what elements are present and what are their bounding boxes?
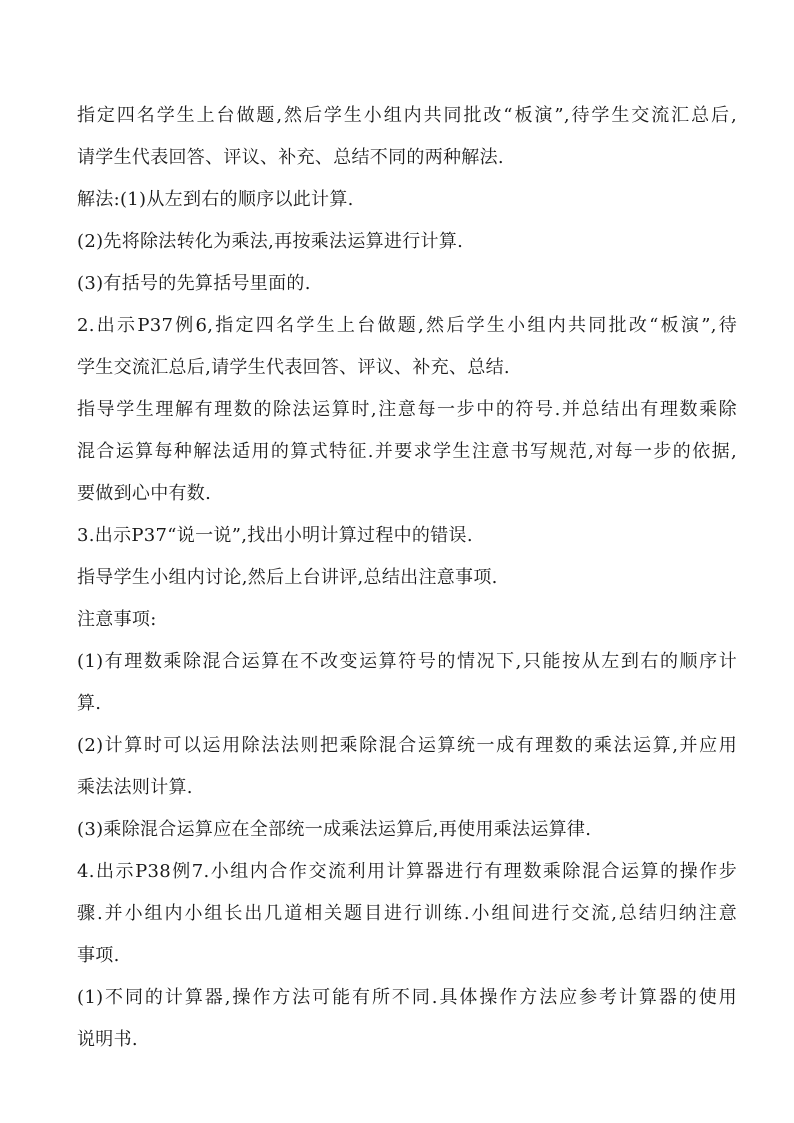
paragraph-line: 事项. [77, 945, 120, 966]
solution-heading-line: 解法:(1)从左到右的顺序以此计算. [77, 189, 354, 210]
paragraph-line: 指导学生理解有理数的除法运算时,注意每一步中的符号.并总结出有理数乘除 [77, 399, 737, 420]
solution-step-line: (2)先将除法转化为乘法,再按乘法运算进行计算. [77, 231, 464, 252]
paragraph-line: 学生交流汇总后,请学生代表回答、评议、补充、总结. [77, 357, 510, 378]
note-item-line: 算. [77, 693, 102, 714]
paragraph-line: 4.出示P38例7.小组内合作交流利用计算器进行有理数乘除混合运算的操作步 [77, 861, 737, 882]
note-item-line: (3)乘除混合运算应在全部统一成乘法运算后,再使用乘法运算律. [77, 819, 592, 840]
paragraph-line: 指定四名学生上台做题,然后学生小组内共同批改“板演”,待学生交流汇总后, [77, 105, 737, 126]
paragraph-line: 2.出示P37例6,指定四名学生上台做题,然后学生小组内共同批改“板演”,待 [77, 315, 737, 336]
note-item-line: 乘法法则计算. [77, 777, 193, 798]
paragraph-line: 请学生代表回答、评议、补充、总结不同的两种解法. [77, 147, 504, 168]
paragraph-line: 3.出示P37“说一说”,找出小明计算过程中的错误. [77, 525, 473, 546]
solution-step-line: (3)有括号的先算括号里面的. [77, 273, 311, 294]
paragraph-line: 要做到心中有数. [77, 483, 212, 504]
note-item-line: 说明书. [77, 1029, 138, 1050]
note-item-line: (1)有理数乘除混合运算在不改变运算符号的情况下,只能按从左到右的顺序计 [77, 651, 737, 672]
note-item-line: (1)不同的计算器,操作方法可能有所不同.具体操作方法应参考计算器的使用 [77, 987, 737, 1008]
paragraph-line: 混合运算每种解法适用的算式特征.并要求学生注意书写规范,对每一步的依据, [77, 441, 737, 462]
paragraph-line: 骤.并小组内小组长出几道相关题目进行训练.小组间进行交流,总结归纳注意 [77, 903, 737, 924]
note-item-line: (2)计算时可以运用除法法则把乘除混合运算统一成有理数的乘法运算,并应用 [77, 735, 737, 756]
paragraph-line: 指导学生小组内讨论,然后上台讲评,总结出注意事项. [77, 567, 498, 588]
notes-heading-line: 注意事项: [77, 609, 157, 630]
